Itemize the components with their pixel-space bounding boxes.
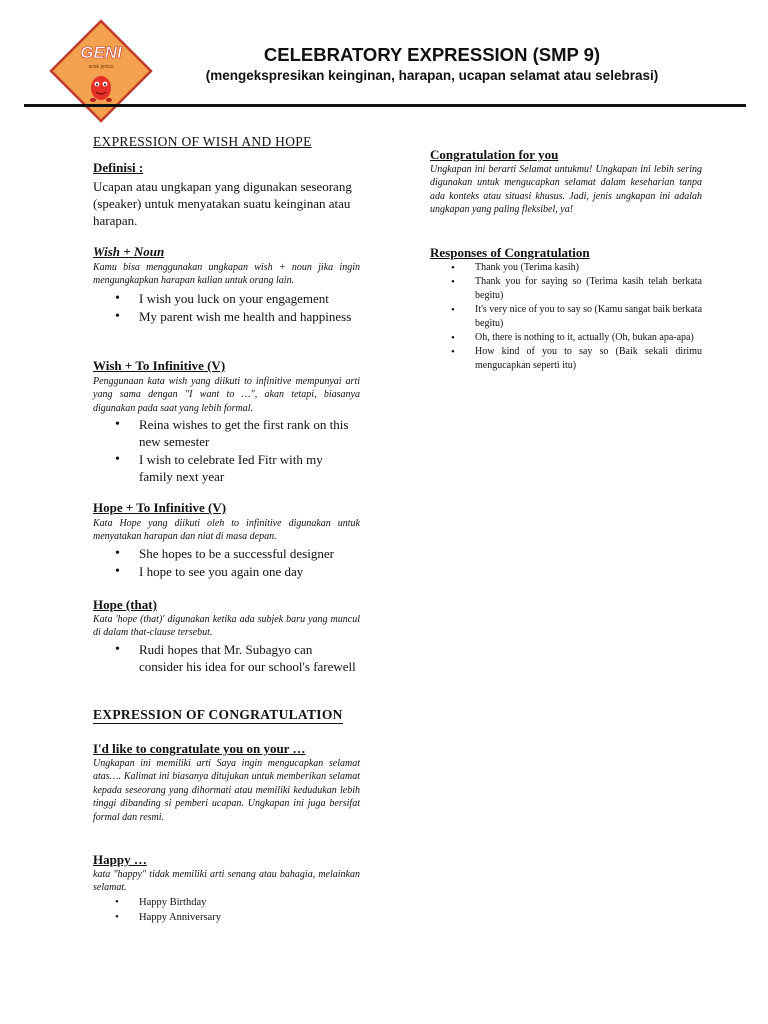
wish-inf-heading: Wish + To Infinitive (V) bbox=[93, 358, 226, 373]
wish-inf-examples bbox=[93, 416, 359, 486]
wish-hope-section-title: EXPRESSION OF WISH AND HOPE bbox=[93, 134, 312, 149]
hope-that-examples bbox=[93, 641, 359, 676]
hope-inf-heading: Hope + To Infinitive (V) bbox=[93, 500, 227, 515]
like-to-note: Ungkapan ini memiliki arti Saya ingin mengucapkan selamat atas…. Kalimat ini biasanya ditujukan untuk memberikan selamat kepada seseorang yang dihormati atau memiliki kedudukan lebih tinggi dibanding si pemberi ucapan. Ungkapan ini juga bersifat formal dan resmi. bbox=[93, 758, 360, 823]
page-title: CELEBRATORY EXPRESSION (SMP 9) bbox=[263, 44, 601, 65]
wish-noun-heading: Wish + Noun bbox=[93, 244, 165, 259]
list-item: • My parent wish me health and happiness bbox=[93, 308, 359, 325]
responses-list bbox=[430, 261, 702, 373]
list-item: • Thank you for saying so (Terima kasih telah berkata begitu) bbox=[430, 275, 702, 303]
happy-note: kata "happy" tidak memiliki arti senang atau bahagia, melainkan selamat. bbox=[93, 869, 360, 894]
list-item: • Happy Birthday bbox=[93, 895, 359, 910]
list-item: • Thank you (Terima kasih) bbox=[430, 261, 702, 275]
page-subtitle: (mengekspresikan keinginan, harapan, ucapan selamat atau selebrasi) bbox=[205, 68, 659, 83]
definisi-label: Definisi : bbox=[93, 160, 144, 175]
responses-heading: Responses of Congratulation bbox=[430, 245, 590, 260]
hope-that-heading: Hope (that) bbox=[93, 597, 157, 612]
happy-examples bbox=[93, 895, 359, 925]
wish-noun-examples bbox=[93, 290, 359, 326]
hope-inf-note: Kata Hope yang diikuti oleh to infinitive digunakan untuk menyatakan harapan dan niat di masa depan. bbox=[93, 518, 360, 543]
logo-wordmark: GENI bbox=[80, 43, 122, 62]
list-item: • How kind of you to say so (Baik sekali dirimu mengucapkan seperti itu) bbox=[430, 345, 702, 373]
header-divider bbox=[24, 104, 746, 107]
list-item: • I wish to celebrate Ied Fitr with my family next year bbox=[93, 451, 359, 485]
list-item: • I hope to see you again one day bbox=[93, 563, 361, 580]
list-item: • It's very nice of you to say so (Kamu sangat baik berkata begitu) bbox=[430, 303, 702, 331]
list-item: • Oh, there is nothing to it, actually (Oh, bukan apa-apa) bbox=[430, 331, 702, 345]
wish-noun-note: Kamu bisa menggunakan ungkapan wish + noun jika ingin mengungkapkan harapan kalian untuk orang lain. bbox=[93, 262, 360, 287]
list-item: • I wish you luck on your engagement bbox=[93, 290, 359, 307]
hope-inf-examples bbox=[93, 545, 361, 581]
congrats-for-you-note: Ungkapan ini berarti Selamat untukmu! Ungkapan ini lebih sering digunakan untuk mengucapkan selamat dalam keseharian tanpa ada konteks atau situasi khusus. Jadi, jenis ungkapan ini adalah ungkapan yang paling fleksibel, ya! bbox=[430, 164, 702, 216]
list-item: • Reina wishes to get the first rank on this new semester bbox=[93, 416, 359, 450]
hope-that-note: Kata 'hope (that)' digunakan ketika ada subjek baru yang muncul di dalam that-clause tersebut. bbox=[93, 614, 360, 639]
wish-inf-note: Penggunaan kata wish yang diikuti to infinitive mempunyai arti yang sama dengan "I want to …", akan tetapi, biasanya digunakan pada saat yang lebih formal. bbox=[93, 376, 360, 414]
happy-heading: Happy … bbox=[93, 852, 147, 867]
congratulation-section-title: EXPRESSION OF CONGRATULATION bbox=[93, 707, 343, 722]
congrats-for-you-heading: Congratulation for you bbox=[430, 147, 559, 162]
logo-tagline: anak jenius bbox=[88, 64, 114, 70]
list-item: • She hopes to be a successful designer bbox=[93, 545, 361, 562]
like-to-heading: I'd like to congratulate you on your … bbox=[93, 741, 306, 756]
list-item: • Rudi hopes that Mr. Subagyo can consider his idea for our school's farewell bbox=[93, 641, 359, 675]
definisi-text: Ucapan atau ungkapan yang digunakan seseorang (speaker) untuk menyatakan suatu keinginan atau harapan. bbox=[93, 179, 352, 228]
list-item: • Happy Anniversary bbox=[93, 910, 359, 925]
